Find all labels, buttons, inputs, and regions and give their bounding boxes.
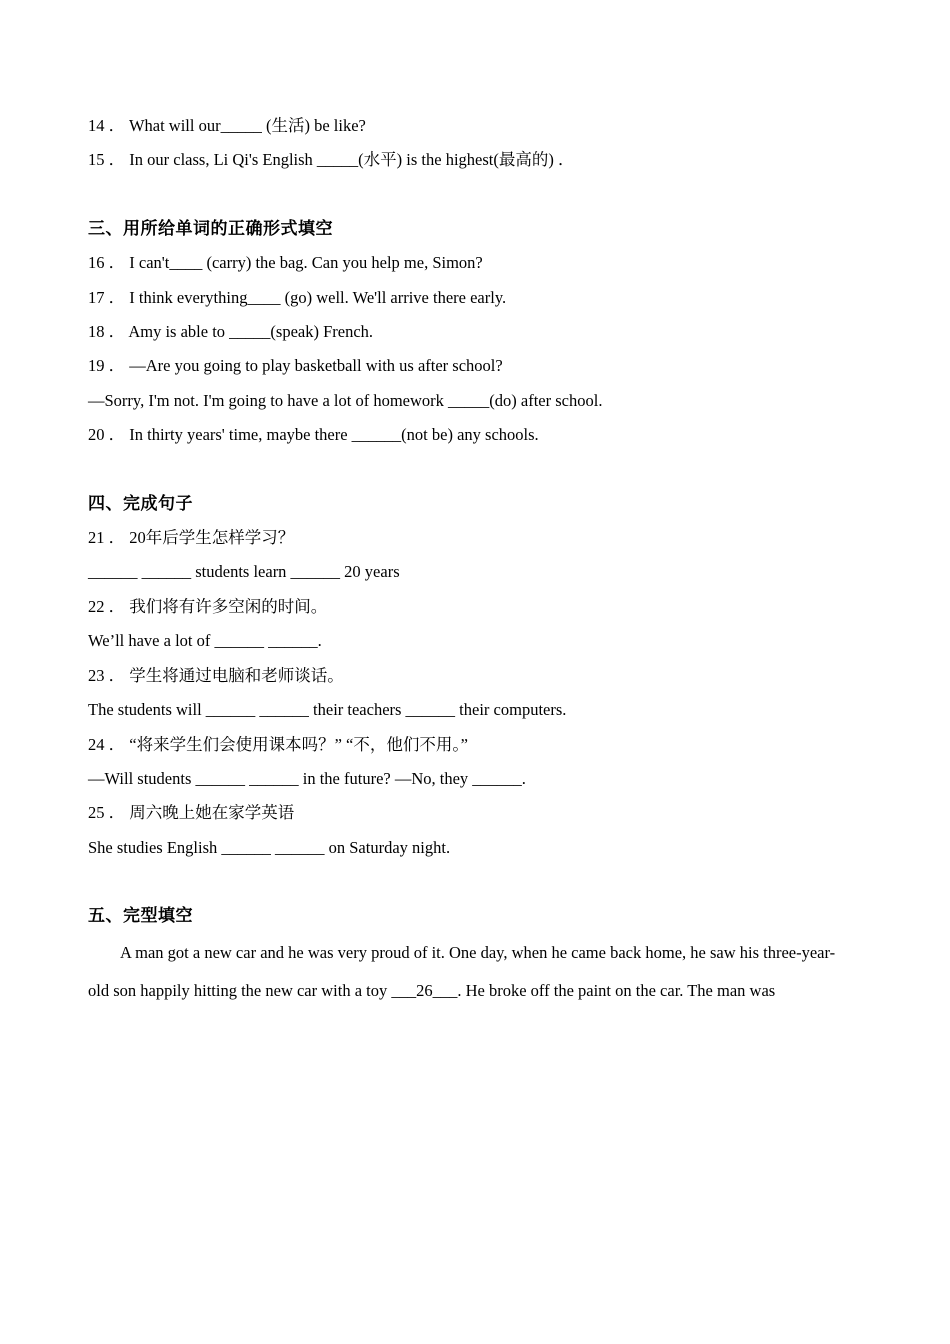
question-line: 24 ． “将来学生们会使用课本吗？” “不，他们不用。” bbox=[88, 734, 468, 754]
question-line: 25 ． 周六晚上她在家学英语 bbox=[88, 803, 295, 823]
question-line: 17 ． I think everything____ (go) well. We'll arrive there early. bbox=[88, 287, 507, 307]
section-heading: 五、完型填空 bbox=[88, 906, 193, 926]
question-line: 14 ． What will our_____ (生活) be like? bbox=[88, 116, 366, 135]
section-heading: 四、完成句子 bbox=[88, 493, 193, 513]
question-line: The students will ______ ______ their teachers ______ their computers. bbox=[88, 700, 567, 720]
paragraph-line: A man got a new car and he was very proud of it. One day, when he came back home, he saw his three-year- bbox=[120, 942, 836, 962]
question-line: 22 ． 我们将有许多空闲的时间。 bbox=[88, 596, 328, 616]
question-line: 15 ． In our class, Li Qi's English _____(水平) is the highest(最高的) ． bbox=[88, 150, 575, 170]
section-heading: 三、用所给单词的正确形式填空 bbox=[88, 218, 333, 238]
paragraph-line: old son happily hitting the new car with a toy ___26___. He broke off the paint on the car. The man was bbox=[88, 981, 776, 1001]
question-line: —Will students ______ ______ in the future? —No, they ______. bbox=[88, 768, 526, 788]
question-line: She studies English ______ ______ on Saturday night. bbox=[88, 837, 451, 857]
document-body bbox=[88, 109, 870, 1011]
question-line: 23 ． 学生将通过电脑和老师谈话。 bbox=[88, 665, 344, 685]
question-line: 18 ． Amy is able to _____(speak) French. bbox=[88, 322, 374, 342]
question-line: 16 ． I can't____ (carry) the bag. Can you help me, Simon? bbox=[88, 253, 483, 273]
question-line: 21 ． 20年后学生怎样学习？ bbox=[88, 528, 295, 548]
question-line: —Sorry, I'm not. I'm going to have a lot of homework _____(do) after school. bbox=[88, 390, 603, 410]
question-line: ______ ______ students learn ______ 20 years bbox=[88, 562, 400, 582]
question-line: 19 ． —Are you going to play basketball with us after school? bbox=[88, 356, 503, 376]
question-line: 20 ． In thirty years' time, maybe there ______(not be) any schools. bbox=[88, 425, 539, 445]
question-line: We’ll have a lot of ______ ______. bbox=[88, 631, 322, 651]
